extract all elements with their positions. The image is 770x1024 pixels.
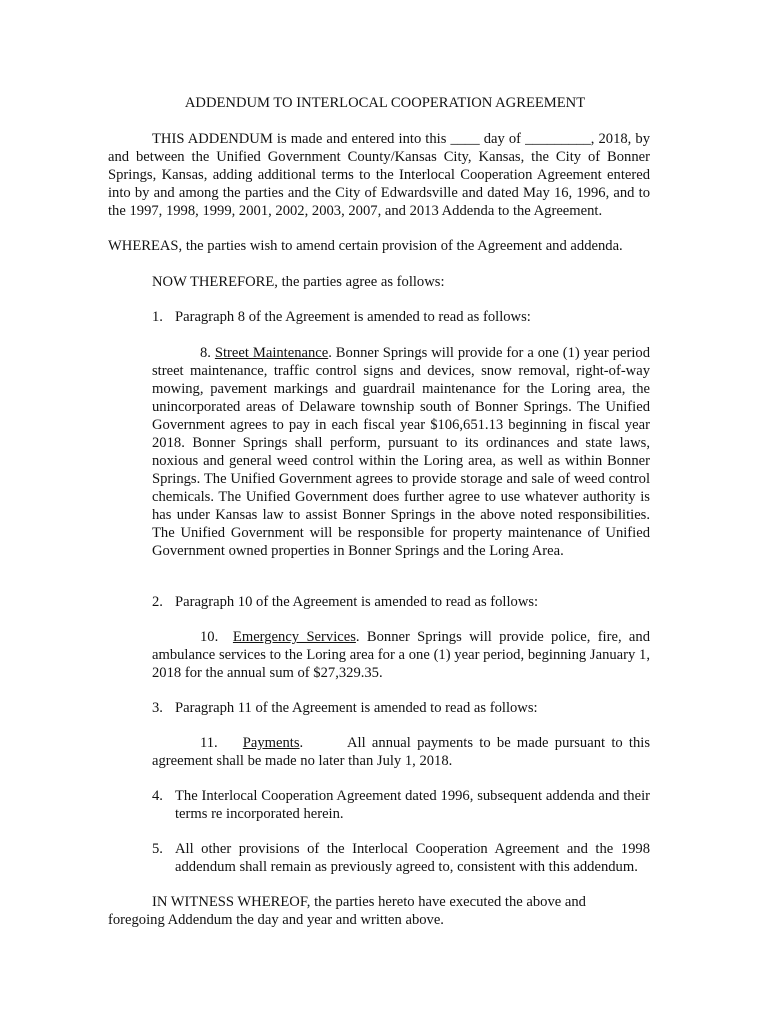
section-text: . Bonner Springs will provide police, fire, and ambulance services to the Loring area for a one (1) year period, beginning January 1, 2018 for the annual sum of $27,329.35. (152, 629, 651, 681)
section-number: 8. (200, 345, 211, 361)
section-number: 10. (200, 629, 219, 645)
intro-paragraph: THIS ADDENDUM is made and entered into this ____ day of _________, 2018, by and between the Unified Government County/Kansas City, Kansas, the City of Bonner Springs, Kansas, adding additional terms to the Interlocal Cooperation Agreement entered into by and among the parties and the City of Edwardsville and dated May 16, 1996, and to the 1997, 1998, 1999, 2001, 2002, 2003, 2007, and 2013 Addenda to the Agreement. (108, 131, 650, 219)
now-therefore-paragraph: NOW THEREFORE, the parties agree as follows: (152, 274, 445, 290)
list-item-5 (152, 840, 650, 876)
list-item-text: Paragraph 11 of the Agreement is amended to read as follows: (175, 700, 538, 716)
list-number: 2. (152, 594, 163, 610)
list-item-text: Paragraph 8 of the Agreement is amended to read as follows: (175, 309, 531, 325)
section-11-payments (152, 734, 650, 770)
whereas-paragraph: WHEREAS, the parties wish to amend certain provision of the Agreement and addenda. (108, 238, 623, 254)
list-item-text: Paragraph 10 of the Agreement is amended to read as follows: (175, 594, 539, 610)
section-text: . Bonner Springs will provide for a one (1) year period street maintenance, traffic control signs and devices, snow removal, right-of-way mowing, pavement markings and guardrail maintenance for the Loring area, the unincorporated areas of Delaware township south of Bonner Springs. The Unified Government agrees to pay in each fiscal year $106,651.13 beginning in fiscal year 2018. Bonner Springs shall perform, pursuant to its ordinances and state laws, noxious and general weed control within the Loring area, as well as within Bonner Springs. The Unified Government agrees to provide storage and sale of weed control chemicals. The Unified Government does further agree to use whatever authority is has under Kansas law to assist Bonner Springs in the above noted responsibilities. The Unified Government will be responsible for property maintenance of Unified Government owned properties in Bonner Springs and the Loring Area. (152, 345, 650, 559)
witness-line-1: IN WITNESS WHEREOF, the parties hereto have executed the above and (152, 894, 586, 910)
list-item-3 (152, 699, 650, 717)
list-item-4 (152, 787, 650, 823)
section-8-street-maintenance (152, 344, 650, 560)
section-heading: Payments (242, 735, 300, 751)
list-number: 4. (152, 788, 163, 804)
list-number: 5. (152, 841, 163, 857)
list-number: 1. (152, 309, 163, 325)
list-number: 3. (152, 700, 163, 716)
section-number: 11. (200, 735, 218, 751)
list-item-1 (152, 308, 650, 326)
section-heading: Street Maintenance (214, 345, 329, 361)
list-item-text: The Interlocal Cooperation Agreement dated 1996, subsequent addenda and their terms re incorporated herein. (175, 788, 650, 822)
section-heading: Emergency Services (232, 629, 356, 645)
document-title: ADDENDUM TO INTERLOCAL COOPERATION AGREEMENT (184, 95, 586, 111)
list-item-2 (152, 593, 650, 611)
list-item-text: All other provisions of the Interlocal Cooperation Agreement and the 1998 addendum shall remain as previously agreed to, consistent with this addendum. (175, 841, 650, 875)
section-text: . All annual payments to be made pursuant to this agreement shall be made no later than July 1, 2018. (152, 735, 651, 769)
witness-line-2: foregoing Addendum the day and year and written above. (108, 912, 444, 928)
section-10-emergency-services (152, 628, 650, 682)
